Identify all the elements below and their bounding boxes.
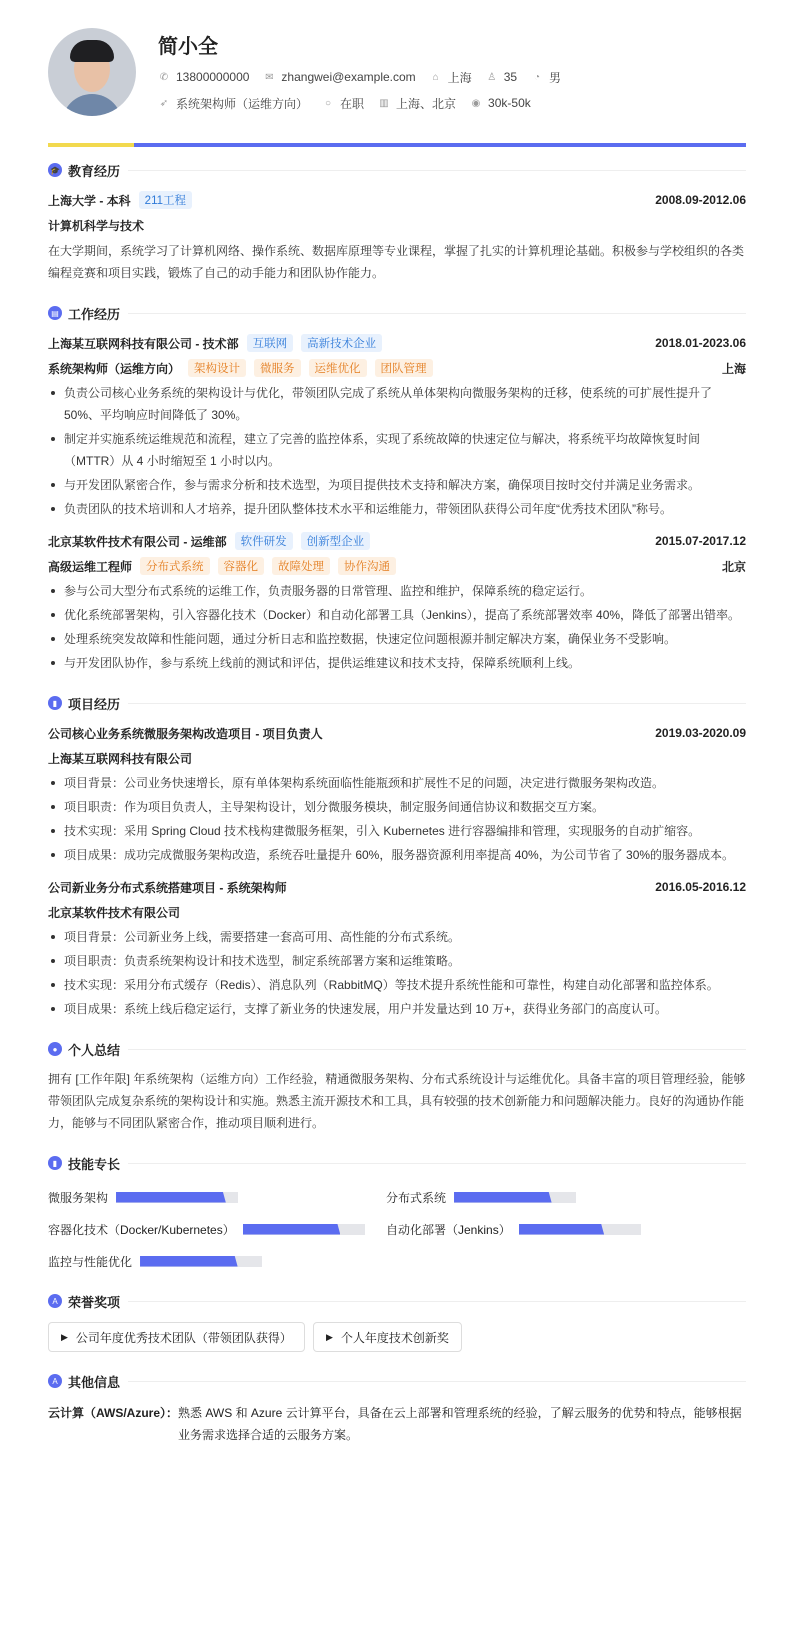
company: 上海某互联网科技有限公司 - 技术部 bbox=[48, 336, 239, 351]
email: zhangwei@example.com bbox=[281, 70, 416, 84]
other-key: 云计算（AWS/Azure）： bbox=[48, 1406, 179, 1420]
status: 在职 bbox=[340, 96, 365, 111]
job: 系统架构师（运维方向） bbox=[176, 96, 309, 111]
play-icon: ▶ bbox=[325, 1331, 333, 1342]
skill-item bbox=[48, 1218, 386, 1240]
send-icon: ➶ bbox=[159, 97, 169, 109]
user-icon: ● bbox=[48, 1042, 62, 1056]
date: 2016.05-2016.12 bbox=[655, 880, 746, 894]
company-tag: 高新技术企业 bbox=[301, 334, 382, 352]
list-item: 项目成果：系统上线后稳定运行，支撑了新业务的快速发展，用户并发量达到 10 万+，获得业务部门的高度认可。 bbox=[48, 998, 746, 1020]
list-item: 参与公司大型分布式系统的运维工作，负责服务器的日常管理、监控和维护，保障系统的稳定运行。 bbox=[48, 580, 746, 602]
list-item: 项目职责：作为项目负责人，主导架构设计，划分微服务模块，制定服务间通信协议和数据交互方案。 bbox=[48, 796, 746, 818]
skill-bar bbox=[243, 1224, 365, 1235]
list-item: 与开发团队协作，参与系统上线前的测试和评估，提供运维建议和技术支持，保障系统顺利上线。 bbox=[48, 652, 746, 674]
list-item: 项目职责：负责系统架构设计和技术选型，制定系统部署方案和运维策略。 bbox=[48, 950, 746, 972]
skill-item bbox=[386, 1218, 716, 1240]
home-icon: ⌂ bbox=[432, 71, 439, 83]
skill-bar bbox=[454, 1192, 576, 1203]
skill-bar-fill bbox=[454, 1192, 552, 1203]
skill-tag: 容器化 bbox=[218, 557, 265, 575]
bullet-list bbox=[48, 382, 746, 520]
section-summary: ● 个人总结 bbox=[48, 1040, 746, 1058]
skill-name: 微服务架构 bbox=[48, 1190, 109, 1205]
work-header bbox=[48, 530, 746, 552]
tag: 211工程 bbox=[139, 191, 192, 209]
list-item: 处理系统突发故障和性能问题，通过分析日志和监控数据，快速定位问题根源并制定解决方案，确保业务不受影响。 bbox=[48, 628, 746, 650]
project-company: 上海某互联网科技有限公司 bbox=[48, 751, 193, 766]
salary: 30k-50k bbox=[488, 96, 531, 110]
list-item: 项目成果：成功完成微服务架构改造，系统吞吐量提升 60%，服务器资源利用率提高 40%，为公司节省了 30%的服务器成本。 bbox=[48, 844, 746, 866]
skill-item bbox=[48, 1250, 386, 1272]
award-label: 公司年度优秀技术团队（带领团队获得） bbox=[75, 1330, 292, 1345]
skill-tag: 微服务 bbox=[254, 359, 301, 377]
date: 2015.07-2017.12 bbox=[655, 534, 746, 548]
skill-item bbox=[386, 1186, 716, 1208]
mail-icon: ✉ bbox=[265, 71, 274, 83]
list-item: 制定并实施系统运维规范和流程，建立了完善的监控体系，实现了系统故障的快速定位与解决，将系统平均故障恢复时间（MTTR）从 4 小时缩短至 1 小时以内。 bbox=[48, 428, 746, 472]
work-header bbox=[48, 332, 746, 354]
avatar bbox=[48, 28, 136, 116]
list-item: 优化系统部署架构，引入容器化技术（Docker）和自动化部署工具（Jenkins），提高了系统部署效率 40%，降低了部署出错率。 bbox=[48, 604, 746, 626]
work-city: 北京 bbox=[721, 559, 746, 574]
chart-icon: ▮ bbox=[48, 696, 62, 710]
header-divider bbox=[48, 143, 746, 147]
building-icon: ▥ bbox=[379, 97, 389, 109]
award-item bbox=[48, 1322, 305, 1352]
skill-tag: 分布式系统 bbox=[140, 557, 210, 575]
skill-tag: 架构设计 bbox=[188, 359, 246, 377]
status-icon: ○ bbox=[324, 97, 332, 109]
play-icon: ▶ bbox=[61, 1331, 68, 1342]
skill-tag: 团队管理 bbox=[375, 359, 433, 377]
award-label: 个人年度技术创新奖 bbox=[340, 1330, 449, 1345]
list-item: 项目背景：公司新业务上线，需要搭建一套高可用、高性能的分布式系统。 bbox=[48, 926, 746, 948]
skill-name: 容器化技术（Docker/Kubernetes） bbox=[48, 1222, 235, 1237]
skill-name: 自动化部署（Jenkins） bbox=[386, 1222, 511, 1237]
education-desc: 在大学期间，系统学习了计算机网络、操作系统、数据库原理等专业课程，掌握了扎实的计算机理论基础。积极参与学校组织的各类编程竞赛和项目实践，锻炼了自己的动手能力和团队协作能力。 bbox=[48, 244, 745, 280]
skill-bar-fill bbox=[243, 1224, 341, 1235]
role-line bbox=[48, 555, 746, 577]
skill-name: 分布式系统 bbox=[386, 1190, 447, 1205]
section-skills: ▮ 技能专长 bbox=[48, 1154, 746, 1172]
company: 北京某软件技术有限公司 - 运维部 bbox=[48, 534, 227, 549]
skill-bar bbox=[519, 1224, 641, 1235]
role-title: 系统架构师（运维方向） bbox=[48, 361, 181, 376]
graduation-icon: 🎓 bbox=[48, 163, 62, 177]
work-company-line bbox=[48, 334, 382, 352]
skill-bar bbox=[140, 1256, 262, 1267]
company-tag: 软件研发 bbox=[235, 532, 293, 550]
major: 计算机科学与技术 bbox=[48, 218, 145, 233]
salary-icon: ◉ bbox=[471, 97, 481, 109]
school: 上海大学 - 本科 bbox=[48, 193, 131, 208]
phone-icon: ✆ bbox=[159, 71, 169, 83]
briefcase-icon: ▤ bbox=[48, 306, 62, 320]
skill-bar-fill bbox=[116, 1192, 226, 1203]
gender-icon: ◔ bbox=[534, 71, 541, 83]
bullet-list bbox=[48, 926, 746, 1020]
role bbox=[48, 359, 433, 377]
list-item: 项目背景：公司业务快速增长，原有单体架构系统面临性能瓶颈和扩展性不足的问题，决定进行微服务架构改造。 bbox=[48, 772, 746, 794]
project-header bbox=[48, 876, 746, 898]
project-header bbox=[48, 722, 746, 744]
section-work: ▤ 工作经历 bbox=[48, 304, 746, 322]
list-item: 与开发团队紧密合作，参与需求分析和技术选型，为项目提供技术支持和解决方案，确保项目按时交付并满足业务需求。 bbox=[48, 474, 746, 496]
skill-item bbox=[48, 1186, 386, 1208]
role bbox=[48, 557, 396, 575]
skill-bar-fill bbox=[140, 1256, 238, 1267]
list-item: 负责团队的技术培训和人才培养，提升团队整体技术水平和运维能力，带领团队获得公司年度“优秀技术团队”称号。 bbox=[48, 498, 746, 520]
phone: 13800000000 bbox=[176, 70, 250, 84]
skill-tag: 协作沟通 bbox=[338, 557, 396, 575]
skill-tag: 运维优化 bbox=[309, 359, 367, 377]
skill-bar-fill bbox=[519, 1224, 604, 1235]
list-item: 技术实现：采用分布式缓存（Redis）、消息队列（RabbitMQ）等技术提升系统性能和可靠性，构建自动化部署和监控体系。 bbox=[48, 974, 746, 996]
gender: 男 bbox=[549, 70, 562, 85]
bullet-list bbox=[48, 580, 746, 674]
company-tag: 互联网 bbox=[247, 334, 294, 352]
award-icon: A bbox=[48, 1294, 62, 1308]
section-other: A 其他信息 bbox=[48, 1372, 746, 1390]
award-item bbox=[313, 1322, 462, 1352]
chart-icon: ▮ bbox=[48, 1156, 62, 1170]
work-city: 上海 bbox=[721, 361, 746, 376]
target-city: 上海、北京 bbox=[396, 96, 457, 111]
company-tag: 创新型企业 bbox=[301, 532, 371, 550]
skill-tag: 故障处理 bbox=[272, 557, 330, 575]
name: 简小全 bbox=[158, 36, 218, 58]
info-icon: A bbox=[48, 1374, 62, 1388]
date: 2008.09-2012.06 bbox=[655, 193, 746, 207]
skill-bar bbox=[116, 1192, 238, 1203]
age: 35 bbox=[503, 70, 518, 84]
other-text: 熟悉 AWS 和 Azure 云计算平台，具备在云上部署和管理系统的经验，了解云服务的优势和特点，能够根据业务需求选择合适的云服务方案。 bbox=[178, 1406, 742, 1442]
work-company-line bbox=[48, 532, 370, 550]
list-item: 技术实现：采用 Spring Cloud 技术栈构建微服务框架，引入 Kubernetes 进行容器编排和管理，实现服务的自动扩缩容。 bbox=[48, 820, 746, 842]
project-name: 公司核心业务系统微服务架构改造项目 - 项目负责人 bbox=[48, 726, 323, 741]
cake-icon: ♙ bbox=[487, 71, 497, 83]
summary-text: 拥有 [工作年限] 年系统架构（运维方向）工作经验，精通微服务架构、分布式系统设计与运维优化。具备丰富的项目管理经验，能够带领团队完成复杂系统的架构设计和实施。熟悉主流开源技术和工具，具有较强的技术创新能力和问题解决能力。良好的沟通协作能力，能够与不同团队紧密合作，推动项目顺利进行。 bbox=[48, 1072, 746, 1130]
section-projects: ▮ 项目经历 bbox=[48, 694, 746, 712]
bullet-list bbox=[48, 772, 746, 866]
role-line bbox=[48, 357, 746, 379]
date: 2019.03-2020.09 bbox=[655, 726, 746, 740]
section-awards: A 荣誉奖项 bbox=[48, 1292, 746, 1310]
project-company: 北京某软件技术有限公司 bbox=[48, 905, 181, 920]
project-name: 公司新业务分布式系统搭建项目 - 系统架构师 bbox=[48, 880, 287, 895]
skill-name: 监控与性能优化 bbox=[48, 1254, 133, 1269]
role-title: 高级运维工程师 bbox=[48, 559, 133, 574]
date: 2018.01-2023.06 bbox=[655, 336, 746, 350]
city: 上海 bbox=[447, 70, 472, 85]
list-item: 负责公司核心业务系统的架构设计与优化，带领团队完成了系统从单体架构向微服务架构的迁移，使系统的可扩展性提升了 50%、平均响应时间降低了 30%。 bbox=[48, 382, 746, 426]
section-education: 🎓 教育经历 bbox=[48, 161, 746, 179]
profile-header bbox=[48, 28, 746, 138]
